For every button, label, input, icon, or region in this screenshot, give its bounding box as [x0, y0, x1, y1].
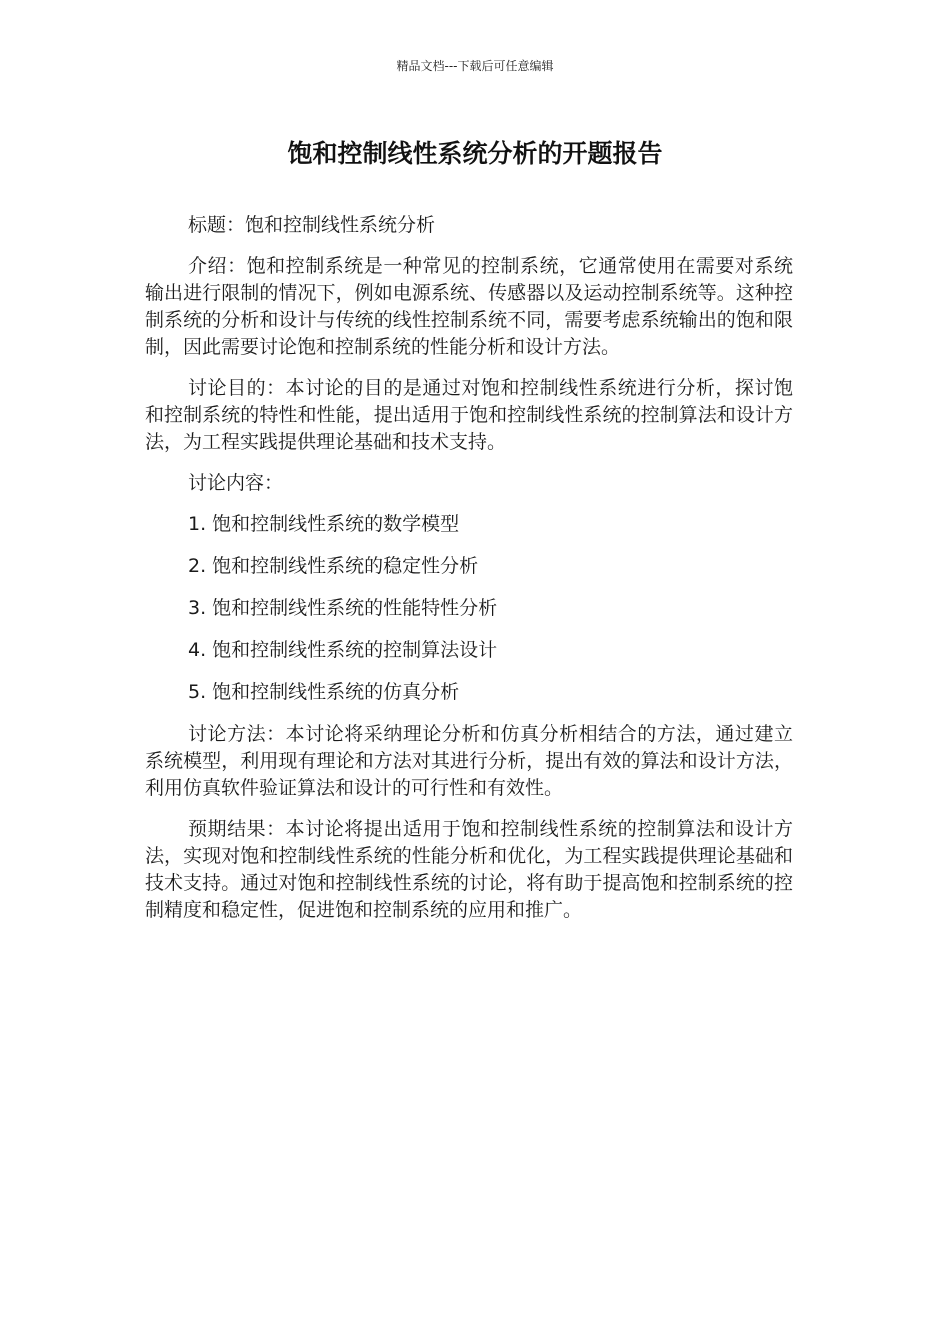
content-heading: 讨论内容：	[188, 472, 284, 494]
list-item-number: 5.	[188, 681, 207, 703]
content-list-item	[145, 679, 793, 706]
list-item-number: 2.	[188, 555, 207, 577]
content-list-item	[145, 553, 793, 580]
method-paragraph: 讨论方法：本讨论将采纳理论分析和仿真分析相结合的方法，通过建立系统模型，利用现有理论和方法对其进行分析，提出有效的算法和设计方法，利用仿真软件验证算法和设计的可行性和有效性。	[145, 723, 793, 799]
list-item-number: 1.	[188, 513, 207, 535]
expected-results-paragraph: 预期结果：本讨论将提出适用于饱和控制线性系统的控制算法和设计方法，实现对饱和控制线性系统的性能分析和优化，为工程实践提供理论基础和技术支持。通过对饱和控制线性系统的讨论，将有助于提高饱和控制系统的控制精度和稳定性，促进饱和控制系统的应用和推广。	[145, 818, 793, 921]
page-header-watermark: 精品文档---下载后可任意编辑	[396, 59, 554, 73]
topic-paragraph: 标题：饱和控制线性系统分析	[188, 214, 436, 236]
list-item-text: 饱和控制线性系统的控制算法设计	[212, 639, 498, 661]
document-title: 饱和控制线性系统分析的开题报告	[287, 139, 663, 168]
list-item-text: 饱和控制线性系统的稳定性分析	[212, 555, 479, 577]
purpose-paragraph: 讨论目的：本讨论的目的是通过对饱和控制线性系统进行分析，探讨饱和控制系统的特性和性能，提出适用于饱和控制线性系统的控制算法和设计方法，为工程实践提供理论基础和技术支持。	[145, 377, 793, 453]
list-item-text: 饱和控制线性系统的仿真分析	[212, 681, 460, 703]
list-item-number: 4.	[188, 639, 207, 661]
list-item-text: 饱和控制线性系统的数学模型	[212, 513, 460, 535]
document-body	[145, 212, 793, 938]
intro-paragraph: 介绍：饱和控制系统是一种常见的控制系统，它通常使用在需要对系统输出进行限制的情况下，例如电源系统、传感器以及运动控制系统等。这种控制系统的分析和设计与传统的线性控制系统不同，需要考虑系统输出的饱和限制，因此需要讨论饱和控制系统的性能分析和设计方法。	[145, 255, 793, 358]
content-list-item	[145, 595, 793, 622]
list-item-text: 饱和控制线性系统的性能特性分析	[212, 597, 498, 619]
content-list-item	[145, 637, 793, 664]
list-item-number: 3.	[188, 597, 207, 619]
content-list-item	[145, 511, 793, 538]
